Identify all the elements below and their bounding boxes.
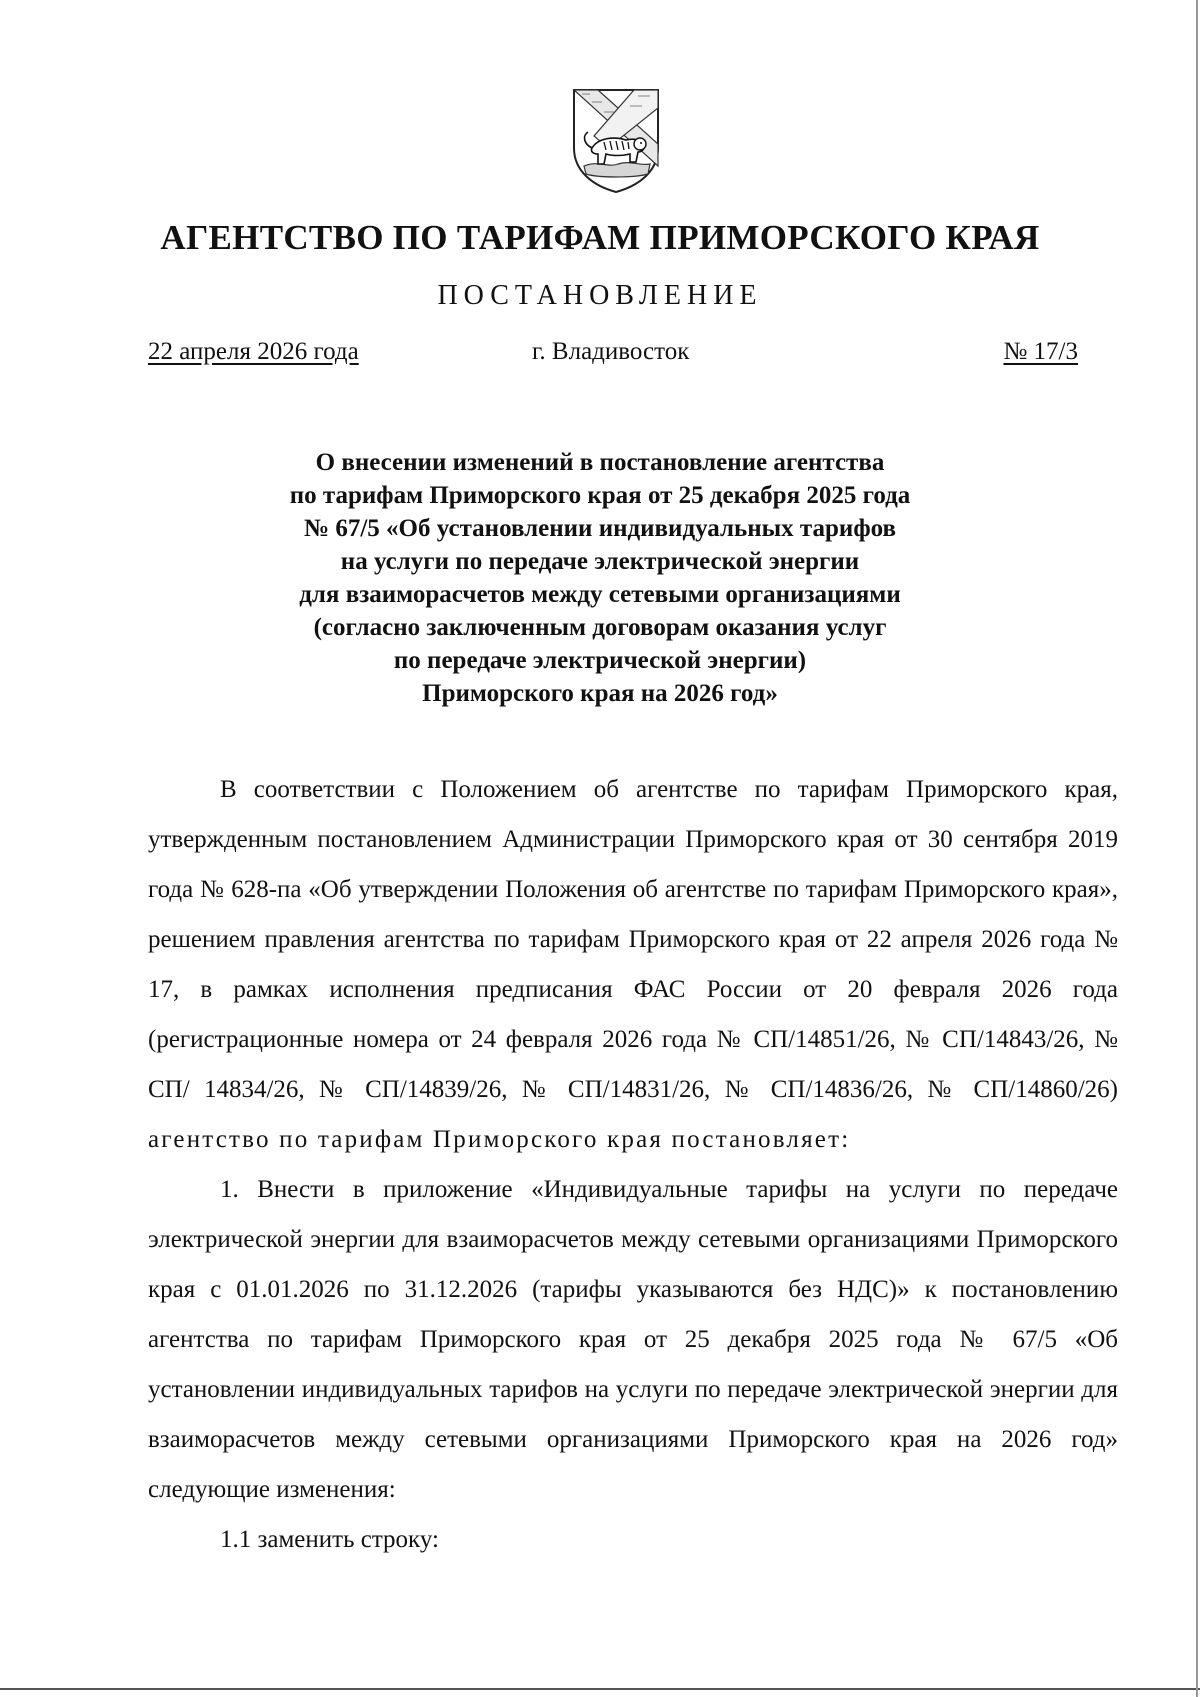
preamble-resolution: агентство по тарифам Приморского края постановляет: (148, 1126, 851, 1153)
document-city: г. Владивосток (532, 338, 690, 365)
document-number: № 17/3 (1003, 338, 1078, 365)
document-body (148, 765, 1118, 1565)
page-right-edge (1196, 0, 1198, 1697)
subject-line: на услуги по передаче электрической энергии (340, 548, 860, 575)
item-1-1-paragraph: 1.1 заменить строку: (220, 1526, 439, 1553)
document-date: 22 апреля 2026 года (148, 338, 359, 365)
subject-line: для взаиморасчетов между сетевыми организациями (299, 581, 901, 608)
subject-line: по передаче электрической энергии) (393, 647, 807, 674)
page-bottom-edge (0, 1688, 1200, 1690)
subject-line: О внесении изменений в постановление агентства (315, 449, 885, 476)
document-type: ПОСТАНОВЛЕНИЕ (437, 280, 763, 311)
item-1-paragraph: 1. Внести в приложение «Индивидуальные тарифы на услуги по передаче электрической энергии для взаиморасчетов между сетевыми организациями Приморского края с 01.01.2026 по 31.12.2026 (тарифы указываются без НДС)» к постановлению агентства по тарифам Приморского края от 25 декабря 2025 года № 67/5 «Об установлении индивидуальных тарифов на услуги по передаче электрической энергии для взаиморасчетов между сетевыми организациями Приморского края на 2026 год» следующие изменения: (148, 1176, 1118, 1503)
subject-line: Приморского края на 2026 год» (422, 680, 778, 707)
subject-line: (согласно заключенным договорам оказания услуг (313, 614, 887, 641)
preamble-text: В соответствии с Положением об агентстве по тарифам Приморского края, утвержденным постановлением Администрации Приморского края от 30 сентября 2019 года № 628-па «Об утверждении Положения об агентстве по тарифам Приморского края», решением правления агентства по тарифам Приморского края от 22 апреля 2026 года № 17, в рамках исполнения предписания ФАС России от 20 февраля 2026 года (регистрационные номера от 24 февраля 2026 года № СП/14851/26, № СП/14843/26, № СП/ 14834/26, № СП/14839/26, № СП/14831/26, № СП/14836/26, № СП/14860/26) (148, 776, 1118, 1103)
document-subject (0, 446, 1200, 710)
agency-name: АГЕНТСТВО ПО ТАРИФАМ ПРИМОРСКОГО КРАЯ (160, 218, 1040, 257)
subject-line: по тарифам Приморского края от 25 декабря 2025 года (289, 482, 911, 509)
coat-of-arms-icon (568, 86, 664, 196)
subject-line: № 67/5 «Об установлении индивидуальных тарифов (303, 515, 896, 542)
preamble-paragraph (148, 765, 1118, 1165)
